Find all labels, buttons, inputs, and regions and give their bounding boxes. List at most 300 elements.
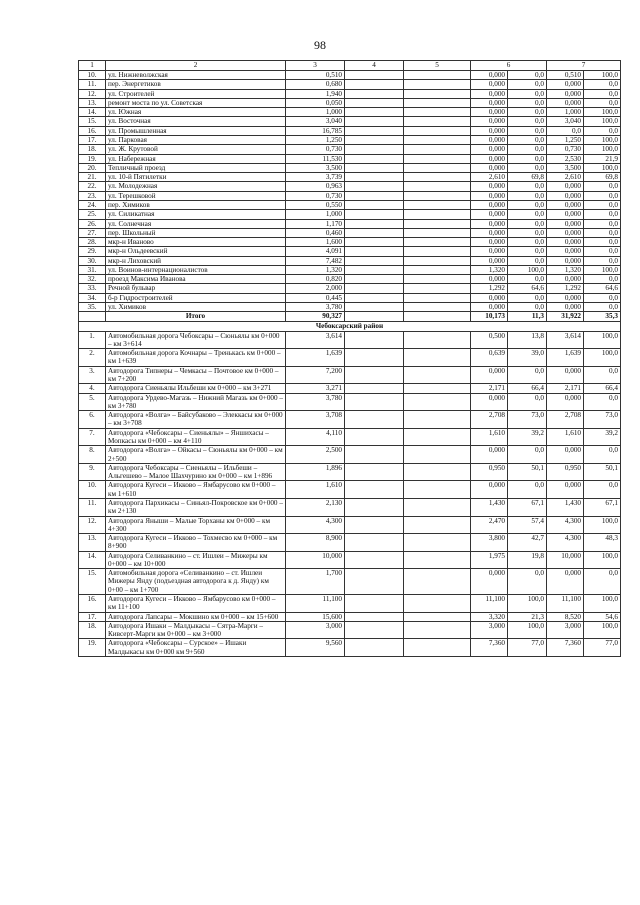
value-cell: 0,000 <box>547 303 584 312</box>
section-row <box>79 321 621 331</box>
length-cell: 0,445 <box>286 293 345 302</box>
value-cell: 7,360 <box>547 639 584 657</box>
table-row <box>79 639 621 657</box>
empty-cell <box>345 126 404 135</box>
value-cell: 1,639 <box>547 349 584 367</box>
percent-cell: 42,7 <box>508 534 547 552</box>
value-cell: 0,000 <box>471 569 508 595</box>
road-name-cell: Автодорога «Волга» – Байсубаково – Элеккасы км 0+000 – км 3+708 <box>106 411 286 429</box>
row-number-cell: 19. <box>79 154 106 163</box>
empty-cell <box>345 191 404 200</box>
value-cell: 0,000 <box>547 481 584 499</box>
empty-cell <box>404 551 471 569</box>
empty-cell <box>404 265 471 274</box>
header-cell: 6 <box>471 61 547 71</box>
value-cell: 0,730 <box>547 145 584 154</box>
percent-cell: 0,0 <box>508 98 547 107</box>
percent-cell: 77,0 <box>508 639 547 657</box>
table-row <box>79 256 621 265</box>
value-cell: 10,000 <box>547 551 584 569</box>
percent-cell: 0,0 <box>584 182 621 191</box>
percent-cell: 57,4 <box>508 516 547 534</box>
length-cell: 3,271 <box>286 384 345 393</box>
empty-cell <box>404 639 471 657</box>
percent-cell: 66,4 <box>584 384 621 393</box>
percent-cell: 0,0 <box>508 71 547 80</box>
value-cell: 0,000 <box>471 135 508 144</box>
total-percent-cell: 11,3 <box>508 312 547 321</box>
length-cell: 3,040 <box>286 117 345 126</box>
value-cell: 1,430 <box>547 498 584 516</box>
percent-cell: 0,0 <box>508 163 547 172</box>
value-cell: 0,000 <box>471 238 508 247</box>
percent-cell: 0,0 <box>508 256 547 265</box>
road-name-cell: ул. Силикатная <box>106 210 286 219</box>
length-cell: 3,708 <box>286 411 345 429</box>
value-cell: 3,500 <box>547 163 584 172</box>
value-cell: 0,000 <box>547 98 584 107</box>
percent-cell: 48,3 <box>584 534 621 552</box>
value-cell: 0,950 <box>471 463 508 481</box>
length-cell: 3,500 <box>286 163 345 172</box>
percent-cell: 0,0 <box>508 108 547 117</box>
road-name-cell: ул. Терешковой <box>106 191 286 200</box>
table-row <box>79 210 621 219</box>
percent-cell: 0,0 <box>508 446 547 464</box>
row-number-cell: 29. <box>79 247 106 256</box>
value-cell: 0,000 <box>471 210 508 219</box>
length-cell: 1,170 <box>286 219 345 228</box>
percent-cell: 0,0 <box>508 191 547 200</box>
value-cell: 0,000 <box>547 210 584 219</box>
empty-cell <box>345 384 404 393</box>
empty-cell <box>345 117 404 126</box>
percent-cell: 0,0 <box>584 228 621 237</box>
row-number-cell: 3. <box>79 366 106 384</box>
road-name-cell: Тепличный проезд <box>106 163 286 172</box>
empty-cell <box>404 117 471 126</box>
road-name-cell: ул. Промышленная <box>106 126 286 135</box>
length-cell: 0,050 <box>286 98 345 107</box>
length-cell: 3,780 <box>286 393 345 411</box>
length-cell: 1,700 <box>286 569 345 595</box>
length-cell: 7,200 <box>286 366 345 384</box>
empty-cell <box>404 293 471 302</box>
empty-cell <box>404 446 471 464</box>
percent-cell: 100,0 <box>508 621 547 639</box>
empty-cell <box>404 163 471 172</box>
total-percent-cell: 35,3 <box>584 312 621 321</box>
header-row <box>79 61 621 71</box>
percent-cell: 0,0 <box>584 393 621 411</box>
table-row <box>79 200 621 209</box>
row-number-cell: 18. <box>79 145 106 154</box>
header-cell: 7 <box>547 61 621 71</box>
road-name-cell: ул. Восточная <box>106 117 286 126</box>
empty-cell <box>345 256 404 265</box>
length-cell: 4,300 <box>286 516 345 534</box>
length-cell: 15,600 <box>286 612 345 621</box>
road-name-cell: Автодорога Типнеры – Чемкасы – Почтовое км 0+000 – км 7+200 <box>106 366 286 384</box>
percent-cell: 0,0 <box>508 393 547 411</box>
table-row <box>79 238 621 247</box>
header-cell: 1 <box>79 61 106 71</box>
value-cell: 0,000 <box>471 446 508 464</box>
value-cell: 1,320 <box>547 265 584 274</box>
percent-cell: 0,0 <box>508 219 547 228</box>
road-name-cell: ремонт моста по ул. Советская <box>106 98 286 107</box>
empty-cell <box>404 191 471 200</box>
table-row <box>79 275 621 284</box>
table-row <box>79 463 621 481</box>
empty-cell <box>345 463 404 481</box>
row-number-cell: 35. <box>79 303 106 312</box>
empty-cell <box>345 612 404 621</box>
percent-cell: 64,6 <box>508 284 547 293</box>
percent-cell: 0,0 <box>584 366 621 384</box>
value-cell: 1,430 <box>471 498 508 516</box>
total-value-cell: 31,922 <box>547 312 584 321</box>
empty-cell <box>345 393 404 411</box>
value-cell: 2,171 <box>471 384 508 393</box>
road-name-cell: ул. Ж. Крутовой <box>106 145 286 154</box>
value-cell: 0,000 <box>547 182 584 191</box>
value-cell: 0,000 <box>547 247 584 256</box>
value-cell: 3,000 <box>471 621 508 639</box>
length-cell: 3,780 <box>286 303 345 312</box>
value-cell: 8,520 <box>547 612 584 621</box>
value-cell: 3,614 <box>547 331 584 349</box>
value-cell: 7,360 <box>471 639 508 657</box>
table-row <box>79 145 621 154</box>
percent-cell: 100,0 <box>584 135 621 144</box>
percent-cell: 64,6 <box>584 284 621 293</box>
percent-cell: 100,0 <box>584 516 621 534</box>
value-cell: 4,300 <box>547 516 584 534</box>
value-cell: 0,500 <box>471 331 508 349</box>
row-number-cell: 12. <box>79 89 106 98</box>
value-cell: 11,100 <box>547 595 584 613</box>
length-cell: 1,320 <box>286 265 345 274</box>
value-cell: 3,000 <box>547 621 584 639</box>
table-row <box>79 428 621 446</box>
length-cell: 1,000 <box>286 210 345 219</box>
percent-cell: 100,0 <box>584 163 621 172</box>
value-cell: 0,000 <box>547 191 584 200</box>
percent-cell: 100,0 <box>584 551 621 569</box>
row-number-cell: 14. <box>79 551 106 569</box>
table-row <box>79 303 621 312</box>
value-cell: 1,975 <box>471 551 508 569</box>
row-number-cell: 18. <box>79 621 106 639</box>
value-cell: 0,000 <box>547 366 584 384</box>
percent-cell: 0,0 <box>584 446 621 464</box>
road-name-cell: ул. Молодежная <box>106 182 286 191</box>
value-cell: 0,000 <box>471 200 508 209</box>
value-cell: 1,610 <box>547 428 584 446</box>
empty-cell <box>345 145 404 154</box>
road-name-cell: Автодорога Ишаки – Малдыкасы – Сятра-Марги – Кивсерт-Марги км 0+000 – км 3+000 <box>106 621 286 639</box>
percent-cell: 100,0 <box>584 621 621 639</box>
road-name-cell: Автодорога Лапсары – Мокшино км 0+000 – км 15+600 <box>106 612 286 621</box>
value-cell: 1,320 <box>471 265 508 274</box>
value-cell: 0,000 <box>471 80 508 89</box>
table-row <box>79 534 621 552</box>
road-name-cell: Автодорога «Чебоксары – Сурское» – Ишаки Малдыкасы км 0+000 км 9+560 <box>106 639 286 657</box>
row-number-cell: 33. <box>79 284 106 293</box>
value-cell: 2,610 <box>547 173 584 182</box>
row-number-cell: 17. <box>79 135 106 144</box>
percent-cell: 0,0 <box>584 569 621 595</box>
value-cell: 4,300 <box>547 534 584 552</box>
value-cell: 0,000 <box>471 98 508 107</box>
road-name-cell: Автодорога Яныши – Малые Торханы км 0+000 – км 4+300 <box>106 516 286 534</box>
row-number-cell: 15. <box>79 117 106 126</box>
length-cell: 16,785 <box>286 126 345 135</box>
percent-cell: 0,0 <box>584 200 621 209</box>
row-number-cell: 13. <box>79 98 106 107</box>
percent-cell: 100,0 <box>584 265 621 274</box>
empty-cell <box>345 228 404 237</box>
empty-cell <box>345 275 404 284</box>
percent-cell: 0,0 <box>508 238 547 247</box>
empty-cell <box>404 238 471 247</box>
value-cell: 2,708 <box>547 411 584 429</box>
table-row <box>79 384 621 393</box>
value-cell: 0,000 <box>547 256 584 265</box>
empty-cell <box>404 569 471 595</box>
empty-cell <box>345 595 404 613</box>
percent-cell: 13,8 <box>508 331 547 349</box>
empty-cell <box>404 303 471 312</box>
value-cell: 2,171 <box>547 384 584 393</box>
empty-cell <box>345 303 404 312</box>
road-name-cell: Автодорога Кугеси – Икково – Ямбарусово км 0+000 – км 1+610 <box>106 481 286 499</box>
empty-cell <box>404 331 471 349</box>
table-row <box>79 284 621 293</box>
empty-cell <box>345 621 404 639</box>
percent-cell: 0,0 <box>584 238 621 247</box>
percent-cell: 0,0 <box>508 154 547 163</box>
empty-cell <box>404 595 471 613</box>
empty-cell <box>404 219 471 228</box>
row-number-cell: 5. <box>79 393 106 411</box>
empty-cell <box>345 80 404 89</box>
road-name-cell: ул. Химиков <box>106 303 286 312</box>
value-cell: 0,000 <box>471 219 508 228</box>
empty-cell <box>404 135 471 144</box>
value-cell: 1,292 <box>471 284 508 293</box>
length-cell: 0,963 <box>286 182 345 191</box>
percent-cell: 54,6 <box>584 612 621 621</box>
empty-cell <box>345 265 404 274</box>
value-cell: 0,000 <box>471 163 508 172</box>
empty-cell <box>404 89 471 98</box>
page-number: 98 <box>314 38 326 52</box>
empty-cell <box>404 612 471 621</box>
value-cell: 0,000 <box>471 303 508 312</box>
percent-cell: 0,0 <box>584 191 621 200</box>
length-cell: 3,000 <box>286 621 345 639</box>
length-cell: 1,250 <box>286 135 345 144</box>
empty-cell <box>345 349 404 367</box>
table-row <box>79 98 621 107</box>
road-name-cell: б-р Гидростроителей <box>106 293 286 302</box>
length-cell: 1,000 <box>286 108 345 117</box>
percent-cell: 0,0 <box>508 182 547 191</box>
percent-cell: 100,0 <box>584 349 621 367</box>
row-number-cell: 16. <box>79 126 106 135</box>
value-cell: 0,000 <box>471 71 508 80</box>
percent-cell: 0,0 <box>508 145 547 154</box>
value-cell: 0,000 <box>471 154 508 163</box>
value-cell: 1,000 <box>547 108 584 117</box>
empty-cell <box>345 71 404 80</box>
empty-cell <box>404 154 471 163</box>
road-name-cell: мкр-н Ольдеевский <box>106 247 286 256</box>
value-cell: 2,470 <box>471 516 508 534</box>
percent-cell: 0,0 <box>508 247 547 256</box>
table-row <box>79 411 621 429</box>
roads-table <box>78 60 621 657</box>
percent-cell: 0,0 <box>508 481 547 499</box>
header-cell: 3 <box>286 61 345 71</box>
row-number-cell: 14. <box>79 108 106 117</box>
empty-cell <box>404 366 471 384</box>
row-number-cell: 15. <box>79 569 106 595</box>
percent-cell: 50,1 <box>584 463 621 481</box>
empty-cell <box>345 569 404 595</box>
length-cell: 8,900 <box>286 534 345 552</box>
empty-cell <box>404 498 471 516</box>
empty-cell <box>404 145 471 154</box>
road-name-cell: Автомобильная дорога Кочнары – Тренькась км 0+000 – км 1+639 <box>106 349 286 367</box>
percent-cell: 0,0 <box>508 293 547 302</box>
table-row <box>79 80 621 89</box>
row-number-cell: 2. <box>79 349 106 367</box>
value-cell: 0,0 <box>547 126 584 135</box>
value-cell: 2,708 <box>471 411 508 429</box>
table-row <box>79 89 621 98</box>
value-cell: 0,000 <box>471 126 508 135</box>
empty-cell <box>345 516 404 534</box>
road-name-cell: ул. 10-й Пятилетки <box>106 173 286 182</box>
row-number-cell: 13. <box>79 534 106 552</box>
empty-cell <box>345 331 404 349</box>
length-cell: 0,510 <box>286 71 345 80</box>
table-row <box>79 349 621 367</box>
road-name-cell: пер. Школьный <box>106 228 286 237</box>
percent-cell: 0,0 <box>584 219 621 228</box>
percent-cell: 0,0 <box>508 303 547 312</box>
percent-cell: 0,0 <box>508 275 547 284</box>
empty-cell <box>404 621 471 639</box>
road-name-cell: Автодорога «Чебоксары – Сиеньялы» – Яншихасы – Мопкасы км 0+000 – км 4+110 <box>106 428 286 446</box>
empty-cell <box>345 551 404 569</box>
table-row <box>79 219 621 228</box>
empty-cell <box>404 349 471 367</box>
row-number-cell: 4. <box>79 384 106 393</box>
empty-cell <box>345 98 404 107</box>
road-name-cell: Автодорога Урдево-Магазь – Нижний Магазь км 0+000 – км 3+780 <box>106 393 286 411</box>
table-row <box>79 163 621 172</box>
table-row <box>79 621 621 639</box>
empty-cell <box>345 173 404 182</box>
percent-cell: 0,0 <box>508 366 547 384</box>
value-cell: 0,000 <box>547 219 584 228</box>
percent-cell: 0,0 <box>508 135 547 144</box>
table-row <box>79 612 621 621</box>
empty-cell <box>404 534 471 552</box>
empty-cell <box>345 182 404 191</box>
empty-cell <box>404 312 471 321</box>
percent-cell: 0,0 <box>508 89 547 98</box>
empty-cell <box>345 238 404 247</box>
length-cell: 0,730 <box>286 145 345 154</box>
empty-cell <box>404 228 471 237</box>
road-name-cell: Автодорога Чебоксары – Сиеньялы – Ильбеши – Альгешево – Малое Шахчурино км 0+000 – км 1+896 <box>106 463 286 481</box>
percent-cell: 19,8 <box>508 551 547 569</box>
road-name-cell: Автомобильная дорога «Селиванкино – ст. Ишлеи Мижеры Янду (подъездная автодорога к д. Янду) км 0+00 – км 1+700 <box>106 569 286 595</box>
table-row <box>79 108 621 117</box>
value-cell: 0,000 <box>547 275 584 284</box>
empty-cell <box>404 284 471 293</box>
value-cell: 0,000 <box>547 569 584 595</box>
table-row <box>79 569 621 595</box>
empty-cell <box>345 200 404 209</box>
percent-cell: 0,0 <box>584 126 621 135</box>
length-cell: 11,100 <box>286 595 345 613</box>
value-cell: 0,950 <box>547 463 584 481</box>
length-cell: 7,482 <box>286 256 345 265</box>
road-name-cell: Автодорога Селиванкино – ст. Ишлеи – Мижеры км 0+000 – км 10+000 <box>106 551 286 569</box>
percent-cell: 100,0 <box>508 595 547 613</box>
road-name-cell: ул. Набережная <box>106 154 286 163</box>
percent-cell: 39,0 <box>508 349 547 367</box>
percent-cell: 0,0 <box>508 117 547 126</box>
table-row <box>79 595 621 613</box>
table-row <box>79 551 621 569</box>
length-cell: 2,000 <box>286 284 345 293</box>
value-cell: 0,000 <box>471 117 508 126</box>
length-cell: 2,130 <box>286 498 345 516</box>
length-cell: 9,560 <box>286 639 345 657</box>
percent-cell: 0,0 <box>508 569 547 595</box>
road-name-cell: Автомобильная дорога Чебоксары – Сюньялы км 0+000 – км 3+614 <box>106 331 286 349</box>
percent-cell: 100,0 <box>584 595 621 613</box>
row-number-cell: 23. <box>79 191 106 200</box>
value-cell: 2,610 <box>471 173 508 182</box>
length-cell: 1,600 <box>286 238 345 247</box>
percent-cell: 0,0 <box>584 98 621 107</box>
road-name-cell: Автодорога «Волга» – Ойкасы – Сюньялы км 0+000 – км 2+500 <box>106 446 286 464</box>
road-name-cell: Автодорога Сиеньялы Ильбеши км 0+000 – км 3+271 <box>106 384 286 393</box>
row-number-cell: 26. <box>79 219 106 228</box>
percent-cell: 0,0 <box>508 200 547 209</box>
empty-cell <box>345 210 404 219</box>
row-number-cell: 27. <box>79 228 106 237</box>
road-name-cell: ул. Парковая <box>106 135 286 144</box>
value-cell: 0,000 <box>471 366 508 384</box>
value-cell: 3,800 <box>471 534 508 552</box>
road-name-cell: ул. Южная <box>106 108 286 117</box>
empty-cell <box>404 463 471 481</box>
road-name-cell: пер. Химиков <box>106 200 286 209</box>
table-row <box>79 71 621 80</box>
empty-cell <box>345 163 404 172</box>
empty-cell <box>345 284 404 293</box>
percent-cell: 0,0 <box>584 89 621 98</box>
